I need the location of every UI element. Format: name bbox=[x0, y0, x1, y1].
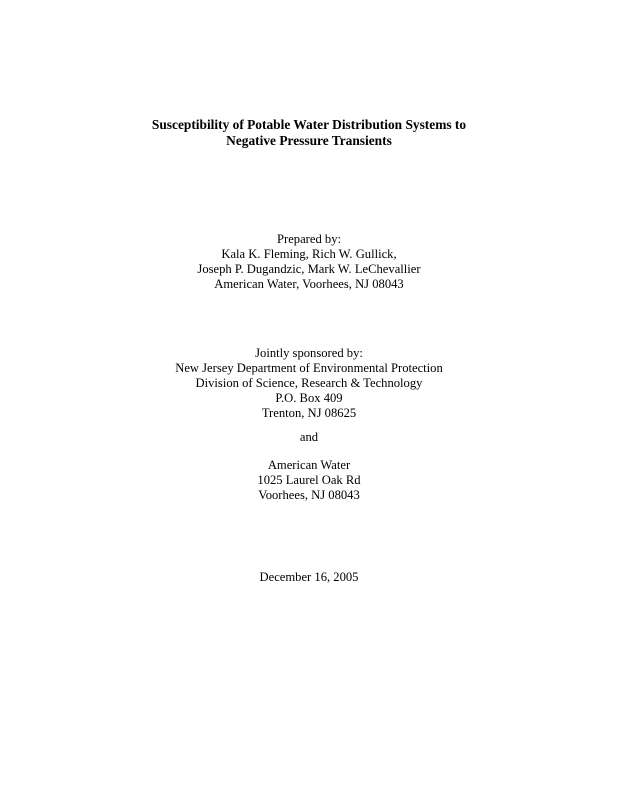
report-title-line-1: Susceptibility of Potable Water Distribution Systems to bbox=[151, 117, 467, 132]
sponsor-2-name: American Water bbox=[267, 458, 351, 472]
sponsor-conjunction: and bbox=[299, 430, 319, 444]
author-affiliation: American Water, Voorhees, NJ 08043 bbox=[214, 277, 404, 291]
sponsors-heading: Jointly sponsored by: bbox=[255, 346, 363, 360]
authors-line-1: Kala K. Fleming, Rich W. Gullick, bbox=[221, 247, 397, 261]
authors-line-2: Joseph P. Dugandzic, Mark W. LeChevallier bbox=[197, 262, 421, 276]
sponsor-2-street: 1025 Laurel Oak Rd bbox=[257, 473, 361, 487]
report-title-line-2: Negative Pressure Transients bbox=[226, 133, 392, 148]
prepared-by-heading: Prepared by: bbox=[277, 232, 341, 246]
sponsor-2-city: Voorhees, NJ 08043 bbox=[258, 488, 360, 502]
sponsor-1-name: New Jersey Department of Environmental Protection bbox=[175, 361, 443, 375]
sponsor-1-division: Division of Science, Research & Technology bbox=[195, 376, 423, 390]
report-date: December 16, 2005 bbox=[259, 570, 359, 584]
sponsor-1-city: Trenton, NJ 08625 bbox=[261, 406, 357, 420]
sponsor-1-po-box: P.O. Box 409 bbox=[275, 391, 343, 405]
